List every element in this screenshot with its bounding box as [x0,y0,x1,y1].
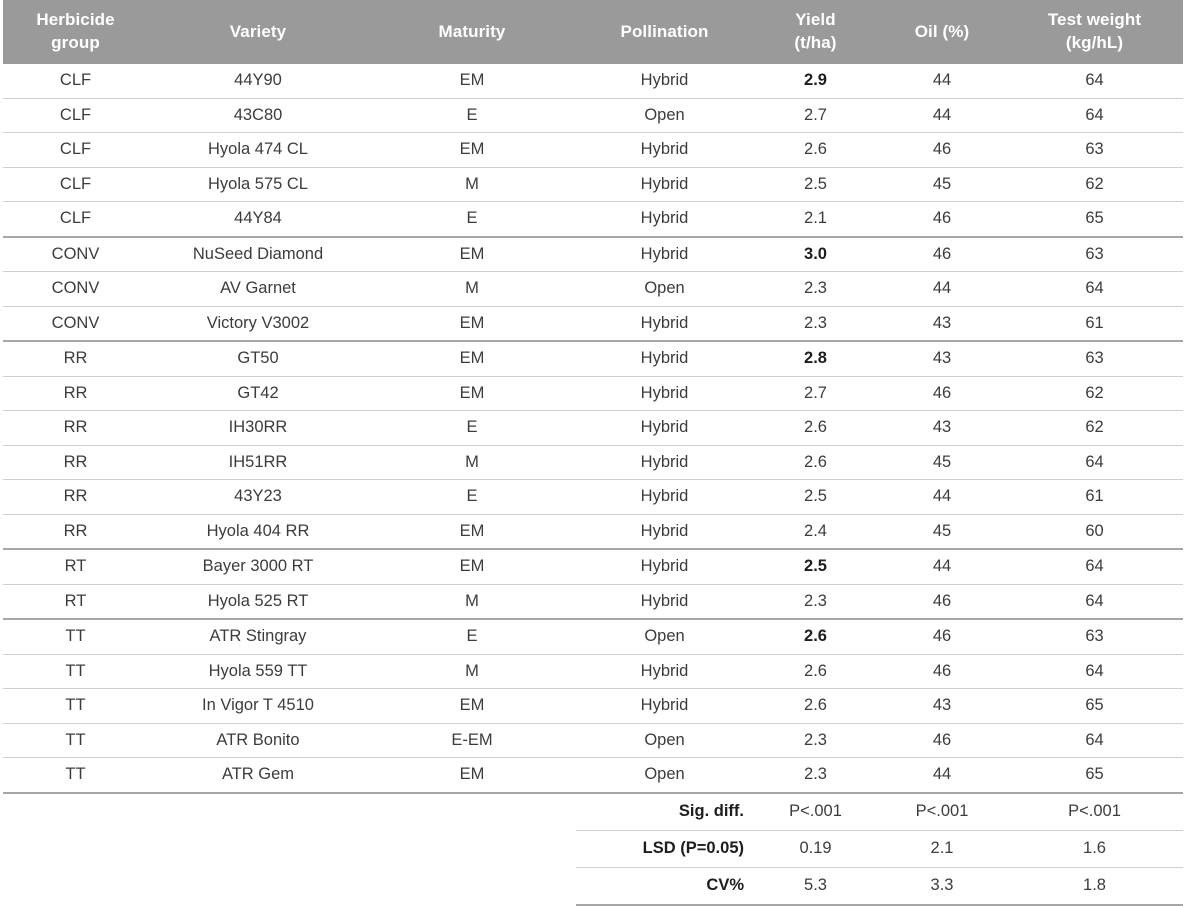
stat-row [3,867,1183,905]
column-header-herbicide_group [3,0,148,64]
cell-pollination: Open [576,272,753,307]
cell-oil: 45 [878,514,1006,549]
table-row [3,689,1183,724]
column-header-label: Herbicide [36,10,115,30]
cell-herbicide_group: CLF [3,133,148,168]
cell-yield: 2.3 [753,758,878,793]
cell-herbicide_group: CONV [3,272,148,307]
cell-variety: ATR Stingray [148,619,368,654]
cell-herbicide_group: TT [3,619,148,654]
column-header-unit: (kg/hL) [1065,33,1124,52]
cell-test_weight: 64 [1006,723,1183,758]
column-header-test_weight [1006,0,1183,64]
column-header-label: Variety [229,21,287,41]
cell-test_weight: 62 [1006,167,1183,202]
table-row [3,272,1183,307]
table-row [3,64,1183,98]
cell-pollination: Hybrid [576,689,753,724]
cell-pollination: Hybrid [576,376,753,411]
header-row [3,0,1183,64]
cell-maturity: E-EM [368,723,576,758]
cell-oil: 46 [878,654,1006,689]
cell-oil: 46 [878,237,1006,272]
table-body [3,64,1183,905]
cell-herbicide_group: CLF [3,64,148,98]
cell-herbicide_group: RR [3,341,148,376]
cell-maturity: E [368,98,576,133]
cell-variety: GT42 [148,376,368,411]
cell-yield: 2.6 [753,689,878,724]
cell-pollination: Hybrid [576,480,753,515]
cell-pollination: Hybrid [576,654,753,689]
cell-test_weight: 61 [1006,480,1183,515]
cell-oil: 46 [878,584,1006,619]
cell-herbicide_group: CLF [3,98,148,133]
cell-herbicide_group: TT [3,654,148,689]
cell-yield: 2.1 [753,202,878,237]
cell-oil: 44 [878,758,1006,793]
cell-yield: 2.9 [753,64,878,98]
cell-variety: NuSeed Diamond [148,237,368,272]
cell-test_weight: 64 [1006,64,1183,98]
cell-variety: Hyola 404 RR [148,514,368,549]
cell-maturity: E [368,202,576,237]
stat-label: CV% [576,867,753,905]
column-header-variety [148,0,368,64]
cell-pollination: Hybrid [576,167,753,202]
cell-herbicide_group: CLF [3,167,148,202]
table-row [3,376,1183,411]
cell-oil: 46 [878,723,1006,758]
cell-pollination: Hybrid [576,549,753,584]
cell-test_weight: 64 [1006,98,1183,133]
column-header-unit: group [51,33,100,52]
cell-yield: 3.0 [753,237,878,272]
cell-pollination: Open [576,723,753,758]
cell-oil: 45 [878,445,1006,480]
column-header-pollination [576,0,753,64]
cell-variety: Victory V3002 [148,306,368,341]
cell-variety: GT50 [148,341,368,376]
column-header-yield [753,0,878,64]
cell-oil: 43 [878,306,1006,341]
table-row [3,306,1183,341]
cell-oil: 44 [878,549,1006,584]
stat-value-yield: P<.001 [753,793,878,831]
cell-oil: 45 [878,167,1006,202]
cell-test_weight: 65 [1006,202,1183,237]
table-row [3,202,1183,237]
cell-yield: 2.7 [753,376,878,411]
cell-herbicide_group: RT [3,549,148,584]
cell-variety: 43Y23 [148,480,368,515]
cell-herbicide_group: TT [3,758,148,793]
cell-yield: 2.5 [753,549,878,584]
cell-yield: 2.3 [753,723,878,758]
cell-oil: 46 [878,202,1006,237]
stat-value-yield: 0.19 [753,830,878,867]
table-row [3,98,1183,133]
cell-herbicide_group: TT [3,689,148,724]
cell-yield: 2.6 [753,654,878,689]
cell-test_weight: 60 [1006,514,1183,549]
table-row [3,133,1183,168]
cell-test_weight: 64 [1006,272,1183,307]
cell-yield: 2.5 [753,167,878,202]
cell-pollination: Hybrid [576,237,753,272]
stat-value-oil: 2.1 [878,830,1006,867]
stat-value-oil: P<.001 [878,793,1006,831]
stat-spacer [3,793,576,831]
cell-maturity: EM [368,758,576,793]
cell-oil: 43 [878,341,1006,376]
cell-pollination: Open [576,619,753,654]
stat-label: Sig. diff. [576,793,753,831]
column-header-label: Pollination [620,21,709,41]
table-header [3,0,1183,64]
cell-maturity: E [368,619,576,654]
cell-pollination: Open [576,98,753,133]
column-header-unit: (t/ha) [794,33,837,52]
cell-pollination: Hybrid [576,306,753,341]
cell-test_weight: 64 [1006,654,1183,689]
cell-oil: 44 [878,272,1006,307]
stat-value-oil: 3.3 [878,867,1006,905]
table-row [3,654,1183,689]
cell-pollination: Hybrid [576,64,753,98]
table-row [3,480,1183,515]
cell-oil: 43 [878,689,1006,724]
cell-oil: 44 [878,480,1006,515]
cell-yield: 2.6 [753,619,878,654]
cell-maturity: EM [368,341,576,376]
cell-variety: IH30RR [148,411,368,446]
cell-variety: Bayer 3000 RT [148,549,368,584]
cell-maturity: M [368,445,576,480]
cell-yield: 2.6 [753,411,878,446]
cell-oil: 46 [878,619,1006,654]
column-header-label: Oil (%) [914,21,970,41]
cell-test_weight: 62 [1006,376,1183,411]
cell-herbicide_group: CLF [3,202,148,237]
cell-herbicide_group: RR [3,480,148,515]
cell-yield: 2.4 [753,514,878,549]
cell-variety: Hyola 559 TT [148,654,368,689]
canola-variety-trial-table [3,0,1183,906]
cell-yield: 2.3 [753,306,878,341]
stat-value-test_weight: P<.001 [1006,793,1183,831]
cell-maturity: EM [368,689,576,724]
cell-herbicide_group: CONV [3,237,148,272]
cell-herbicide_group: CONV [3,306,148,341]
cell-maturity: M [368,584,576,619]
cell-maturity: EM [368,376,576,411]
cell-pollination: Hybrid [576,133,753,168]
table-row [3,584,1183,619]
table-row [3,237,1183,272]
stat-value-yield: 5.3 [753,867,878,905]
table-row [3,619,1183,654]
cell-herbicide_group: RT [3,584,148,619]
stat-label: LSD (P=0.05) [576,830,753,867]
cell-maturity: EM [368,514,576,549]
cell-test_weight: 62 [1006,411,1183,446]
cell-variety: AV Garnet [148,272,368,307]
table-row [3,411,1183,446]
cell-test_weight: 63 [1006,237,1183,272]
cell-yield: 2.5 [753,480,878,515]
cell-pollination: Hybrid [576,411,753,446]
cell-pollination: Hybrid [576,584,753,619]
cell-test_weight: 65 [1006,758,1183,793]
cell-pollination: Hybrid [576,514,753,549]
cell-pollination: Open [576,758,753,793]
cell-maturity: EM [368,549,576,584]
cell-test_weight: 65 [1006,689,1183,724]
cell-test_weight: 64 [1006,584,1183,619]
cell-maturity: EM [368,237,576,272]
cell-variety: 44Y90 [148,64,368,98]
cell-test_weight: 64 [1006,445,1183,480]
column-header-maturity [368,0,576,64]
cell-maturity: EM [368,133,576,168]
cell-herbicide_group: TT [3,723,148,758]
cell-oil: 44 [878,64,1006,98]
stat-row [3,830,1183,867]
stat-spacer [3,830,576,867]
cell-variety: 44Y84 [148,202,368,237]
cell-maturity: E [368,480,576,515]
table-row [3,167,1183,202]
cell-variety: Hyola 575 CL [148,167,368,202]
cell-variety: 43C80 [148,98,368,133]
cell-yield: 2.6 [753,445,878,480]
cell-pollination: Hybrid [576,202,753,237]
cell-test_weight: 63 [1006,341,1183,376]
stat-spacer [3,867,576,905]
table-row [3,549,1183,584]
cell-herbicide_group: RR [3,376,148,411]
cell-herbicide_group: RR [3,514,148,549]
stat-value-test_weight: 1.8 [1006,867,1183,905]
column-header-oil [878,0,1006,64]
cell-maturity: M [368,272,576,307]
cell-oil: 46 [878,376,1006,411]
cell-oil: 43 [878,411,1006,446]
cell-maturity: M [368,167,576,202]
cell-variety: IH51RR [148,445,368,480]
table-row [3,723,1183,758]
cell-herbicide_group: RR [3,411,148,446]
cell-yield: 2.6 [753,133,878,168]
cell-maturity: E [368,411,576,446]
cell-variety: Hyola 525 RT [148,584,368,619]
cell-test_weight: 61 [1006,306,1183,341]
table-row [3,445,1183,480]
cell-variety: ATR Bonito [148,723,368,758]
cell-yield: 2.3 [753,272,878,307]
cell-test_weight: 64 [1006,549,1183,584]
table-row [3,514,1183,549]
cell-oil: 46 [878,133,1006,168]
stat-value-test_weight: 1.6 [1006,830,1183,867]
cell-pollination: Hybrid [576,445,753,480]
cell-variety: Hyola 474 CL [148,133,368,168]
column-header-label: Yield [795,10,836,30]
column-header-label: Test weight [1047,10,1142,30]
cell-pollination: Hybrid [576,341,753,376]
cell-test_weight: 63 [1006,619,1183,654]
cell-maturity: EM [368,306,576,341]
cell-yield: 2.3 [753,584,878,619]
cell-yield: 2.7 [753,98,878,133]
cell-maturity: M [368,654,576,689]
table-row [3,341,1183,376]
cell-variety: In Vigor T 4510 [148,689,368,724]
cell-test_weight: 63 [1006,133,1183,168]
cell-herbicide_group: RR [3,445,148,480]
table-row [3,758,1183,793]
column-header-label: Maturity [438,21,506,41]
cell-yield: 2.8 [753,341,878,376]
stat-row [3,793,1183,831]
cell-variety: ATR Gem [148,758,368,793]
cell-oil: 44 [878,98,1006,133]
cell-maturity: EM [368,64,576,98]
